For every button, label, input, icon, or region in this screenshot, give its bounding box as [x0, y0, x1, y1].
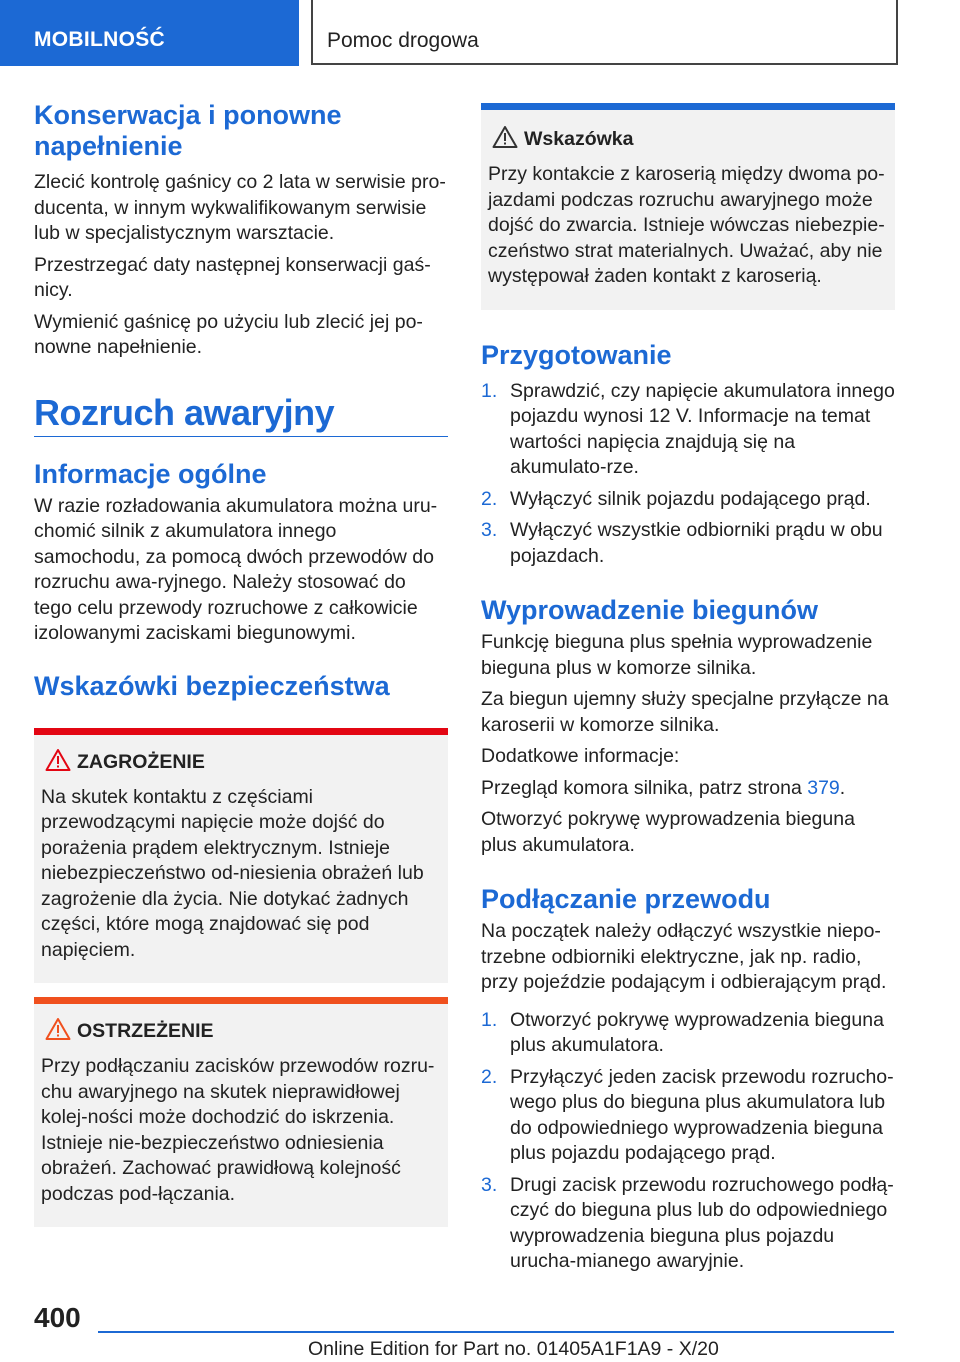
- page-title: Rozruch awaryjny: [34, 391, 335, 433]
- header-topic-label: Pomoc drogowa: [327, 29, 479, 52]
- step-number: 1.: [481, 1008, 498, 1031]
- warning-triangle-icon: [492, 125, 518, 149]
- terminals-paragraph-3: Dodatkowe informacje:: [481, 745, 680, 767]
- step-number: 2.: [481, 487, 498, 510]
- step-text: Otworzyć pokrywę wyprowadzenia bieguna plus akumulatora.: [510, 1008, 884, 1056]
- list-item: [481, 518, 895, 569]
- step-number: 1.: [481, 379, 498, 402]
- warning-triangle-icon: [45, 1017, 71, 1041]
- terminals-reference-suffix: .: [839, 776, 846, 799]
- warning-bar: [34, 997, 448, 1004]
- maintenance-heading: Konserwacja i ponowne napełnienie: [34, 100, 342, 161]
- step-text: Wyłączyć wszystkie odbiorniki prądu w obu pojazdach.: [510, 519, 883, 567]
- maintenance-paragraph-2: Przestrzegać daty następnej konserwacji gaś-nicy.: [34, 253, 431, 301]
- footer-divider: [98, 1331, 894, 1333]
- step-text: Sprawdzić, czy napięcie akumulatora innego pojazdu wynosi 12 V. Informacje na temat wartości napięcia znajdują się na akumulato-rze.: [510, 379, 895, 478]
- general-info-paragraph: W razie rozładowania akumulatora można uru-chomić silnik z akumulatora innego samochodu, za pomocą dwóch przewodów do rozruchu awa-ryjnego. Należy stosować do tego celu przewody rozruchowe z całkowicie izolowanymi zaciskami biegunowymi.: [34, 494, 438, 644]
- danger-title: ZAGROŻENIE: [77, 750, 205, 773]
- title-divider: [34, 436, 448, 437]
- maintenance-paragraph-3: Wymienić gaśnicę po użyciu lub zlecić jej po-nowne napełnienie.: [34, 310, 423, 358]
- warning-text: Przy podłączaniu zacisków przewodów rozru-chu awaryjnego na skutek nieprawidłowej kolej-ności może dochodzić do iskrzenia. Istnieje nie-bezpieczeństwo odniesienia obrażeń. Zachować prawidłową kolejność podczas pod-łączania.: [41, 1055, 435, 1205]
- page-number: 400: [34, 1302, 81, 1333]
- connect-steps: [481, 1008, 895, 1275]
- danger-bar: [34, 728, 448, 735]
- note-title-row: [524, 128, 887, 150]
- connect-paragraph: Na początek należy odłączyć wszystkie niepo-trzebne odbiorniki elektryczne, jak np. radio, przy pojeździe podającym i odbierającym prąd.: [481, 920, 887, 993]
- terminals-heading: Wyprowadzenie biegunów: [481, 595, 819, 625]
- warning-triangle-icon: [45, 748, 71, 772]
- note-box: [481, 103, 895, 310]
- preparation-steps: [481, 379, 895, 570]
- list-item: [481, 1065, 895, 1167]
- danger-title-row: [77, 751, 440, 773]
- terminals-paragraph-2: Za biegun ujemny służy specjalne przyłącze na karoserii w komorze silnika.: [481, 688, 889, 736]
- note-text: Przy kontakcie z karoserią między dwoma po-jazdami podczas rozruchu awaryjnego może dojść do zwarcia. Istnieje wówczas niebezpie-czeństwo strat materialnych. Uważać, aby nie występował żaden kontakt z karoserią.: [488, 163, 885, 287]
- preparation-heading: Przygotowanie: [481, 339, 672, 370]
- header-section-label: MOBILNOŚĆ: [34, 28, 166, 51]
- warning-title: OSTRZEŻENIE: [77, 1020, 214, 1042]
- connect-heading: Podłączanie przewodu: [481, 884, 771, 914]
- list-item: [481, 379, 895, 481]
- header-section-tab: [0, 0, 299, 66]
- danger-text: Na skutek kontaktu z częściami przewodzącymi napięcie może dojść do porażenia prądem elektrycznym. Istnieje niebezpieczeństwo od-niesienia obrażeń lub zagrożenie dla życia. Nie dotykać żadnych części, które mogą znajdować się pod napięciem.: [41, 785, 424, 961]
- terminals-paragraph-4: [481, 776, 895, 802]
- note-bar: [481, 103, 895, 110]
- terminals-paragraph-1: Funkcję bieguna plus spełnia wyprowadzenie bieguna plus w komorze silnika.: [481, 631, 873, 679]
- step-number: 3.: [481, 519, 498, 541]
- left-column: [34, 100, 448, 1227]
- header-topic-box: [311, 0, 898, 65]
- warning-title-row: [77, 1020, 440, 1042]
- step-text: Wyłączyć silnik pojazdu podającego prąd.: [510, 487, 871, 510]
- step-number: 2.: [481, 1065, 498, 1088]
- terminals-paragraph-5: Otworzyć pokrywę wyprowadzenia bieguna plus akumulatora.: [481, 808, 855, 856]
- list-item: [481, 487, 895, 513]
- maintenance-paragraph-1: Zlecić kontrolę gaśnicy co 2 lata w serwisie pro-ducenta, w innym wykwalifikowanym serwisie lub w specjalistycznym warsztacie.: [34, 171, 446, 244]
- page-reference-link[interactable]: 379: [807, 776, 840, 799]
- step-number: 3.: [481, 1173, 498, 1196]
- terminals-reference-text: Przegląd komora silnika, patrz strona: [481, 776, 808, 799]
- danger-box: [34, 728, 448, 984]
- general-info-heading: Informacje ogólne: [34, 458, 267, 489]
- list-item: [481, 1008, 895, 1059]
- step-text: Drugi zacisk przewodu rozruchowego podłą-czyć do bieguna plus lub do odpowiedniego wyprowadzenia bieguna plus pojazdu urucha-mianego awaryjnie.: [510, 1173, 894, 1272]
- step-text: Przyłączyć jeden zacisk przewodu rozrucho-wego plus do bieguna plus akumulatora lub do odpowiedniego wyprowadzenia bieguna plus pojazdu podającego prąd.: [510, 1065, 894, 1164]
- warning-box: [34, 997, 448, 1227]
- list-item: [481, 1173, 895, 1275]
- safety-heading: Wskazówki bezpieczeństwa: [34, 670, 390, 701]
- edition-note: Online Edition for Part no. 01405A1F1A9 - X/20: [308, 1338, 719, 1360]
- right-column: [481, 103, 895, 1275]
- note-title: Wskazówka: [524, 128, 634, 150]
